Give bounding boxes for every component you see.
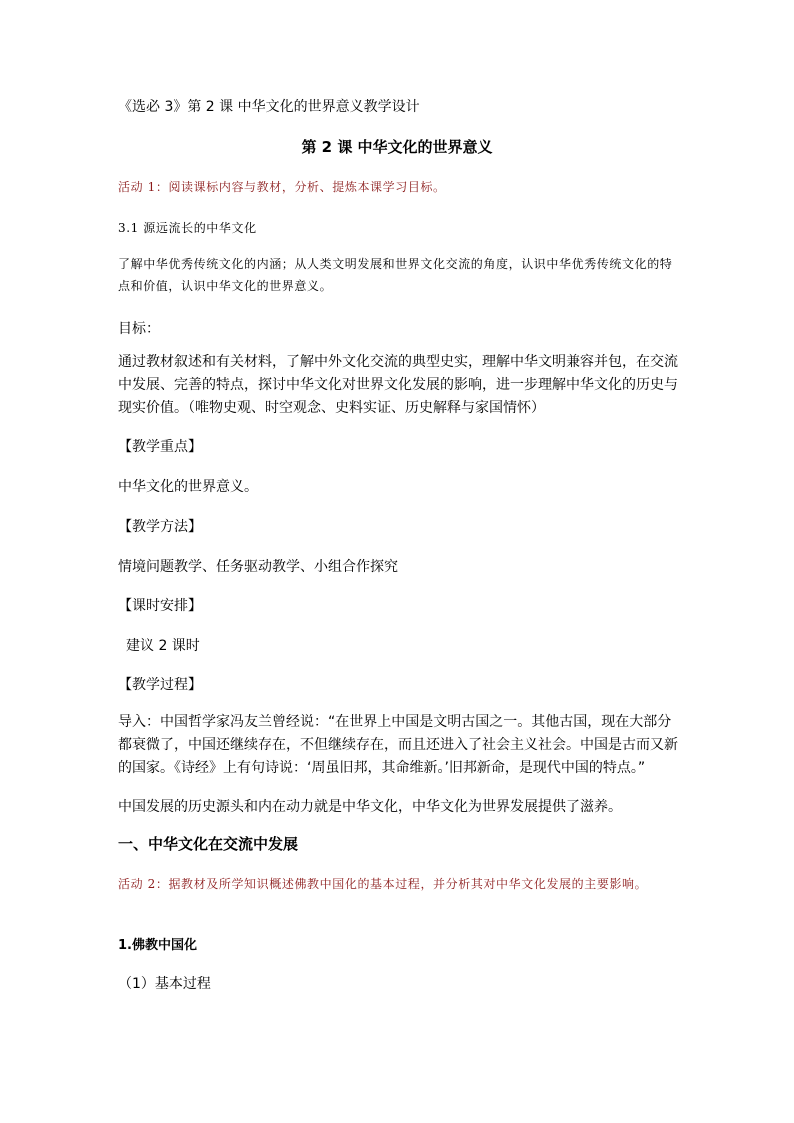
schedule-text: 建议 2 课时 (126, 638, 200, 654)
intro-follow-text: 中国发展的历史源头和内在动力就是中华文化，中华文化为世界发展提供了滋养。 (118, 799, 622, 815)
subsection-1-heading: 1.佛教中国化 (118, 938, 197, 953)
teaching-method-label: 【教学方法】 (118, 519, 202, 535)
goal-label: 目标： (118, 321, 160, 337)
teaching-method-text: 情境问题教学、任务驱动教学、小组合作探究 (118, 559, 398, 575)
schedule-label: 【课时安排】 (118, 598, 202, 614)
activity-2-text: 活动 2：据教材及所学知识概述佛教中国化的基本过程，并分析其对中华文化发展的主要影响。 (118, 877, 648, 891)
teaching-focus-label: 【教学重点】 (118, 439, 202, 455)
subsection-1-item-1: （1）基本过程 (118, 976, 211, 992)
lesson-title: 第 2 课 中华文化的世界意义 (301, 138, 493, 156)
section-1-heading: 一、中华文化在交流中发展 (118, 835, 299, 853)
teaching-process-label: 【教学过程】 (118, 677, 202, 693)
intro-text: 导入：中国哲学家冯友兰曾经说：“在世界上中国是文明古国之一。其他古国，现在大部分都衰微了，中国还继续存在，不但继续存在，而且还进入了社会主义社会。中国是古而又新的国家。《诗经》上有句诗说：‘周虽旧邦，其命维新。’旧邦新命，是现代中国的特点。” (118, 714, 678, 776)
goal-text: 通过教材叙述和有关材料，了解中外文化交流的典型史实，理解中华文明兼容并包，在交流中发展、完善的特点，探讨中华文化对世界文化发展的影响，进一步理解中华文化的历史与现实价值。（唯物史观、时空观念、史料实证、历史解释与家国情怀） (118, 354, 678, 416)
standard-text: 了解中华优秀传统文化的内涵；从人类文明发展和世界文化交流的角度，认识中华优秀传统文化的特点和价值，认识中华文化的世界意义。 (118, 257, 673, 293)
teaching-focus-text: 中华文化的世界意义。 (118, 479, 258, 495)
document-title: 《选必 3》第 2 课 中华文化的世界意义教学设计 (118, 99, 420, 115)
standard-item: 3.1 源远流长的中华文化 (118, 221, 257, 235)
activity-1-text: 活动 1：阅读课标内容与教材，分析、提炼本课学习目标。 (118, 180, 446, 194)
